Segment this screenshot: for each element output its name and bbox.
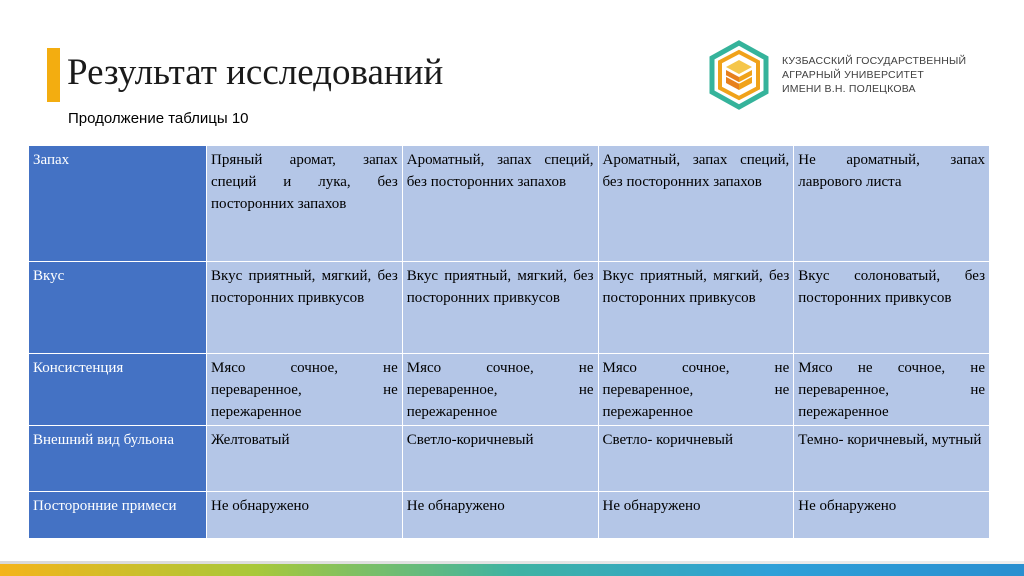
table-cell: Мясо сочное, не переваренное, не пережаренное (402, 354, 598, 426)
footer-color-stripe (0, 564, 1024, 576)
table-row (29, 146, 990, 262)
title-accent-bar (47, 48, 60, 102)
table-cell: Ароматный, запах специй, без посторонних запахов (598, 146, 794, 262)
table-cell: Вкус приятный, мягкий, без посторонних привкусов (598, 262, 794, 354)
table-cell: Светло-коричневый (402, 426, 598, 492)
row-label: Запах (29, 146, 207, 262)
table-cell: Ароматный, запах специй, без посторонних запахов (402, 146, 598, 262)
table-cell: Не ароматный, запах лаврового листа (794, 146, 990, 262)
university-name (782, 54, 966, 96)
table-cell: Мясо сочное, не переваренное, не пережаренное (207, 354, 403, 426)
table-cell: Вкус солоноватый, без посторонних привкусов (794, 262, 990, 354)
row-label: Консистенция (29, 354, 207, 426)
table-cell: Желтоватый (207, 426, 403, 492)
row-label: Внешний вид бульона (29, 426, 207, 492)
table-cell: Мясо сочное, не переваренное, не пережаренное (598, 354, 794, 426)
table-row (29, 492, 990, 539)
table-cell: Не обнаружено (598, 492, 794, 539)
table-cell: Не обнаружено (794, 492, 990, 539)
table-cell: Светло- коричневый (598, 426, 794, 492)
row-label: Вкус (29, 262, 207, 354)
cube-hexagon-logo-icon (708, 40, 770, 110)
table-row (29, 354, 990, 426)
results-table (28, 145, 990, 539)
page-title: Результат исследований (67, 52, 444, 93)
table-row (29, 262, 990, 354)
row-label: Посторонние примеси (29, 492, 207, 539)
table-cell: Не обнаружено (207, 492, 403, 539)
table-cell: Темно- коричневый, мутный (794, 426, 990, 492)
table-cell: Мясо не сочное, не переваренное, не пережаренное (794, 354, 990, 426)
university-name-line: АГРАРНЫЙ УНИВЕРСИТЕТ (782, 69, 924, 81)
table-cell: Вкус приятный, мягкий, без посторонних привкусов (207, 262, 403, 354)
table-caption: Продолжение таблицы 10 (68, 110, 249, 127)
university-logo (708, 40, 978, 110)
table-row (29, 426, 990, 492)
table-cell: Пряный аромат, запах специй и лука, без посторонних запахов (207, 146, 403, 262)
university-name-line: ИМЕНИ В.Н. ПОЛЕЦКОВА (782, 83, 916, 95)
table-cell: Вкус приятный, мягкий, без посторонних привкусов (402, 262, 598, 354)
university-name-line: КУЗБАССКИЙ ГОСУДАРСТВЕННЫЙ (782, 55, 967, 67)
table-cell: Не обнаружено (402, 492, 598, 539)
